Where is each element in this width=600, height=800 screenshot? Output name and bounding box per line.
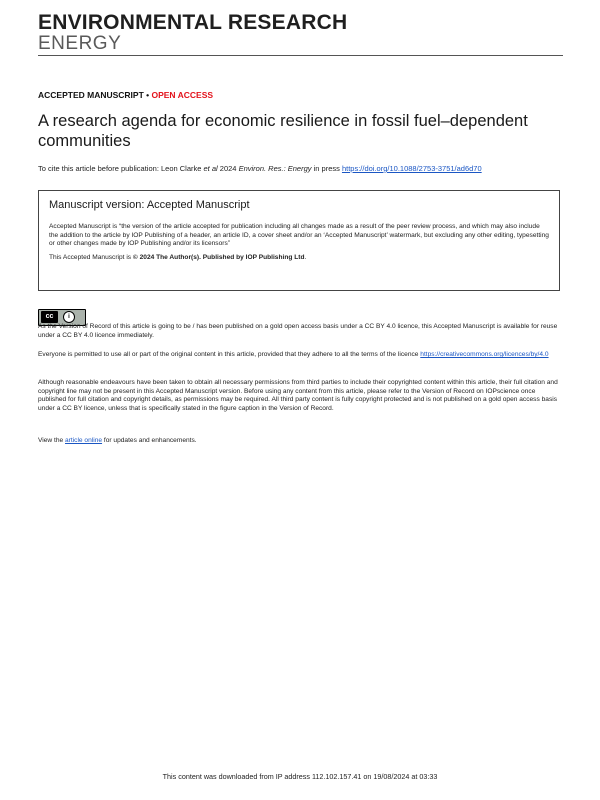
reuse-statement: As the Version of Record of this article is going to be / has been published on a gold open access basis under a CC BY 4.0 licence, this Accepted Manuscript is available for reuse under a CC BY 4.0 licence immediately. (38, 323, 558, 339)
attribution-icon: i (63, 311, 75, 323)
article-title: A research agenda for economic resilience in fossil fuel–dependent communities (38, 112, 528, 150)
copyright-holder: © 2024 The Author(s). Published by IOP Publishing Ltd (132, 254, 305, 262)
download-footer: This content was downloaded from IP address 112.102.157.41 on 19/08/2024 at 03:33 (162, 772, 438, 781)
license-terms-text: Everyone is permitted to use all or part of the original content in this article, provided that they adhere to all the terms of the licence (38, 351, 421, 358)
article-online-link[interactable]: article online (65, 437, 103, 444)
copyright-statement (49, 254, 549, 263)
view-online-suffix: for updates and enhancements. (102, 437, 197, 444)
journal-title-line1: ENVIRONMENTAL RESEARCH (38, 11, 348, 34)
citation-prefix: To cite this article before publication: Leon Clarke (38, 164, 204, 173)
citation-year: 2024 (217, 164, 239, 173)
header-divider (38, 55, 563, 56)
accepted-manuscript-definition: Accepted Manuscript is “the version of the article accepted for publication including all changes made as a result of the peer review process, and which may also include the addition to the article by IOP Publishing of a header, an article ID, a cover sheet and/or an ‘Accepted Manuscript’ watermark, but excluding any other editing, typesetting or other changes made by IOP Publishing and/or its licensors” (49, 223, 549, 248)
manuscript-version-box (38, 190, 560, 291)
citation-in-press: in press (311, 164, 342, 173)
citation-et-al: et al (203, 164, 218, 173)
status-bullet: • (143, 90, 152, 100)
cc-icon: cc (41, 311, 58, 323)
view-online-prefix: View the (38, 437, 66, 444)
open-access-badge: OPEN ACCESS (151, 90, 214, 100)
manuscript-version-heading: Manuscript version: Accepted Manuscript (49, 199, 250, 211)
journal-title-line2: ENERGY (38, 33, 122, 54)
manuscript-version-body (49, 223, 549, 268)
citation-journal: Environ. Res.: Energy (238, 164, 312, 173)
manuscript-status (38, 90, 213, 100)
citation-line (38, 164, 578, 173)
third-party-notice: Although reasonable endeavours have been taken to obtain all necessary permissions from third parties to include their copyrighted content within this article, their full citation and copyright line may not be present in this Accepted Manuscript version. Before using any content from this article, please refer to the Version of Record on IOPscience once published for full citation and copyright details, as permissions may be required. All third party content is fully copyright protected and is not published on a gold open access basis under a CC BY licence, unless that is specifically stated in the figure caption in the Version of Record. (38, 379, 558, 412)
license-terms (38, 351, 563, 360)
license-link[interactable]: https://creativecommons.org/licences/by/4.0 (420, 351, 549, 358)
view-online-note (38, 437, 563, 446)
doi-link[interactable]: https://doi.org/10.1088/2753-3751/ad6d70 (341, 164, 482, 173)
copyright-suffix: . (304, 254, 307, 262)
status-label: ACCEPTED MANUSCRIPT (38, 90, 144, 100)
copyright-prefix: This Accepted Manuscript is (49, 254, 133, 262)
